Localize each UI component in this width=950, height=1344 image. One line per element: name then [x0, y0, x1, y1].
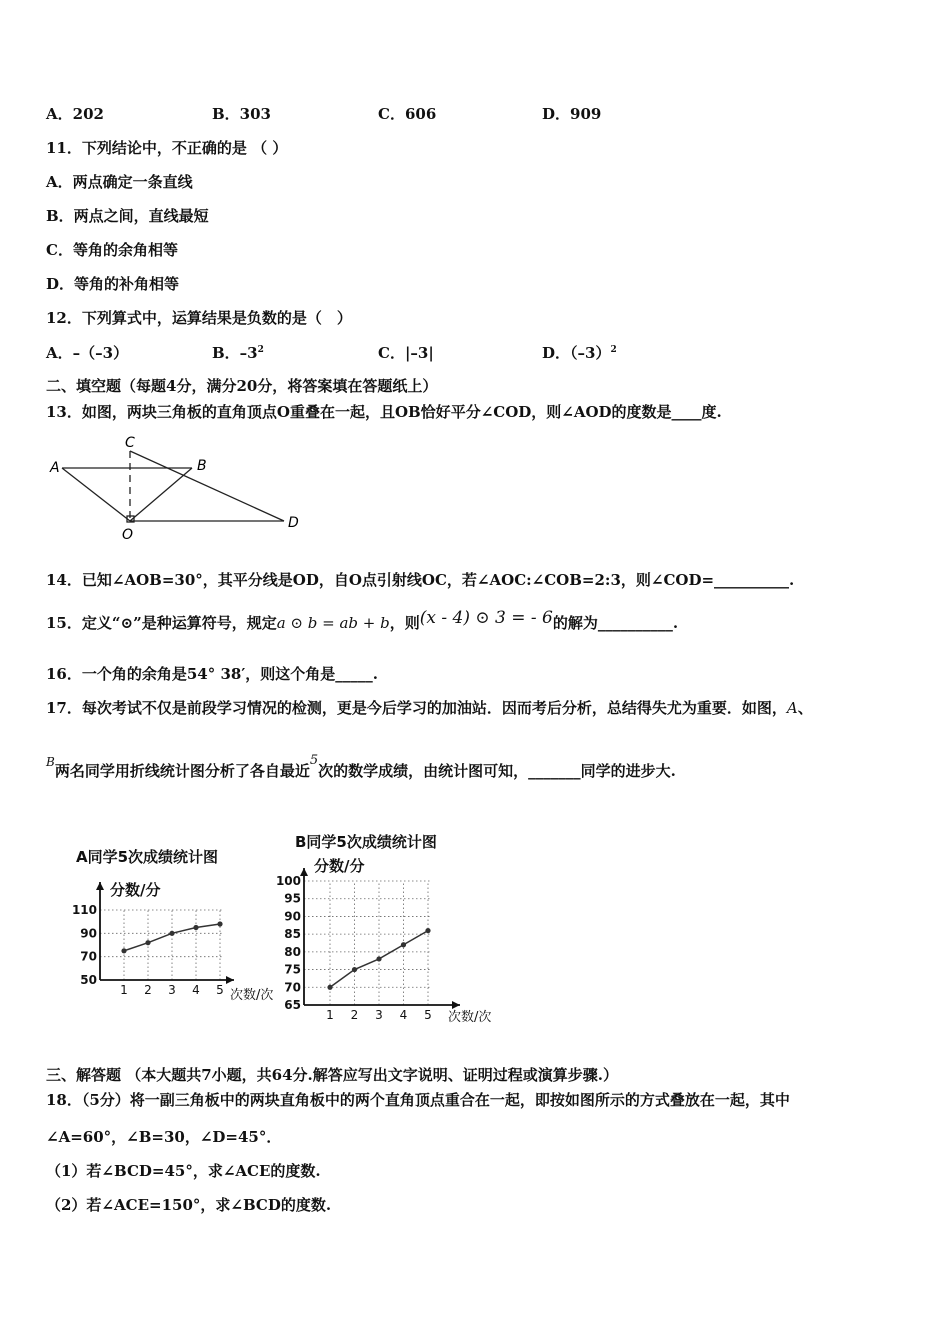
chart-a-xtick-label: 3	[168, 983, 176, 997]
chart-a-xtick-label: 1	[120, 983, 128, 997]
chart-b-ytick-label: 95	[284, 891, 301, 906]
q16-stem: 16．一个角的余角是54° 38′，则这个角是_____.	[46, 665, 379, 683]
q18-part2: （2）若∠ACE=150°，求∠BCD的度数.	[46, 1196, 332, 1214]
q15-expression: (x - 4) ⊙ 3 = - 6	[419, 608, 553, 628]
section2-heading: 二、填空题（每题4分，满分20分，将答案填在答题纸上）	[46, 377, 438, 395]
q10-option-b: B．303	[212, 105, 271, 123]
q18-part1: （1）若∠BCD=45°，求∠ACE的度数.	[46, 1162, 321, 1180]
chart-b-ytick-label: 100	[275, 874, 301, 888]
chart-b-xtick-label: 1	[326, 1008, 334, 1022]
q13-label-a: A	[50, 460, 60, 476]
q18-stem: 18．（5分）将一副三角板中的两块直角板中的两个直角顶点重合在一起，即按如图所示的方式叠放在一起，其中	[46, 1091, 790, 1109]
q10-option-d: D．909	[542, 105, 602, 123]
q11-option-c: C．等角的余角相等	[46, 241, 178, 259]
chart-b-xtick-label: 5	[424, 1008, 432, 1022]
q11-option-d: D．等角的补角相等	[46, 275, 180, 293]
chart-a-xtick-label: 2	[144, 983, 152, 997]
q12-option-b: B．$-3^2$	[212, 344, 264, 362]
chart-b-x-axis-arrow	[452, 1001, 460, 1009]
q12-option-b-exponent: 2	[257, 345, 264, 355]
q11-option-b: B．两点之间，直线最短	[46, 207, 209, 225]
chart-b	[268, 852, 508, 1028]
chart-a-data-point	[217, 921, 222, 926]
q10-option-c: C．606	[378, 105, 437, 123]
q13-label-o: O	[122, 527, 134, 543]
chart-b-ytick-label: 85	[284, 927, 301, 942]
q13-label-c: C	[125, 435, 135, 451]
chart-a-xtick-label: 5	[216, 983, 224, 997]
q17-line2: $^B$两名同学用折线统计图分析了各自最近5次的数学成绩，由统计图可知，_______同学的进步大.	[46, 753, 676, 780]
q12-option-d: D．$(-3)^2$	[542, 344, 617, 362]
q10-option-a: A．202	[46, 105, 104, 123]
chart-b-data-point	[425, 928, 430, 933]
chart-b-ytick-label: 75	[284, 962, 301, 977]
q13-figure	[44, 432, 314, 547]
q18-given: ∠A=60°，∠B=30，∠D=45°．	[46, 1128, 282, 1146]
chart-b-data-point	[401, 942, 406, 947]
q17-num: 5	[309, 753, 319, 768]
q11-option-a: A．两点确定一条直线	[46, 173, 193, 191]
q14-stem: 14．已知∠AOB=30°，其平分线是OD，自O点引射线OC，若∠AOC:∠COB=2:3，则∠COD=__________.	[46, 571, 795, 589]
chart-a-ytick-label: 110	[71, 903, 97, 917]
chart-a-x-axis-arrow	[226, 976, 234, 984]
chart-b-ytick-label: 65	[284, 998, 301, 1012]
chart-a-xtick-label: 4	[192, 983, 200, 997]
chart-a	[70, 868, 290, 1008]
chart-a-data-point	[121, 948, 126, 953]
q13-stem: 13．如图，两块三角板的直角顶点O重叠在一起，且OB恰好平分∠COD，则∠AOD的度数是____度.	[46, 403, 722, 421]
chart-a-title: A同学5次成绩统计图	[76, 848, 219, 866]
chart-b-xtick-label: 3	[375, 1008, 383, 1022]
q13-segment-ao	[62, 468, 130, 521]
q13-segment-cd	[130, 451, 284, 521]
chart-b-y-axis-arrow	[300, 868, 308, 876]
chart-b-xtick-label: 2	[350, 1008, 359, 1022]
chart-b-title: B同学5次成绩统计图	[295, 833, 437, 851]
chart-a-y-axis-arrow	[96, 882, 104, 890]
chart-a-data-point	[145, 940, 150, 945]
q13-label-b: B	[197, 458, 207, 474]
chart-a-xlabel: 次数/次	[230, 988, 274, 1003]
q12-option-c: C．|–3|	[378, 344, 434, 362]
chart-b-ytick-label: 90	[284, 909, 301, 924]
chart-a-data-point	[193, 925, 198, 930]
q17-var-a: A	[786, 699, 798, 717]
q15-stem: 15．定义“⊙”是种运算符号，规定a ⊙ b = ab + b，则(x - 4) ⊙ 3 = - 6的解为__________.	[46, 608, 679, 632]
chart-a-data-point	[169, 931, 174, 936]
chart-a-ylabel: 分数/分	[110, 881, 161, 899]
section3-heading: 三、解答题 （本大题共7小题，共64分.解答应写出文字说明、证明过程或演算步骤.）	[46, 1066, 618, 1084]
q11-stem: 11．下列结论中，不正确的是 （ ）	[46, 139, 288, 157]
chart-a-ytick-label: 70	[80, 949, 97, 964]
q15-rule: a ⊙ b = ab + b	[276, 614, 390, 632]
chart-b-xtick-label: 4	[399, 1008, 408, 1022]
q13-segment-bo	[130, 468, 192, 521]
chart-a-ytick-label: 50	[80, 973, 97, 987]
chart-b-ylabel: 分数/分	[314, 857, 365, 875]
q13-label-d: D	[288, 515, 299, 531]
chart-b-data-point	[327, 985, 332, 990]
q12-stem: 12．下列算式中，运算结果是负数的是（ ）	[46, 309, 352, 327]
chart-b-ytick-label: 70	[284, 980, 301, 995]
q12-option-d-exponent: 2	[610, 345, 617, 355]
chart-b-data-point	[352, 967, 357, 972]
chart-b-ytick-label: 80	[284, 944, 301, 959]
chart-b-data-point	[376, 956, 381, 961]
chart-a-ytick-label: 90	[80, 926, 97, 941]
q17-var-b: B	[46, 755, 55, 769]
chart-b-xlabel: 次数/次	[448, 1010, 492, 1025]
q17-line1: 17．每次考试不仅是前段学习情况的检测，更是今后学习的加油站．因而考后分析，总结得失尤为重要．如图，A、	[46, 699, 813, 717]
q12-option-a: A．–（–3）	[46, 344, 129, 362]
